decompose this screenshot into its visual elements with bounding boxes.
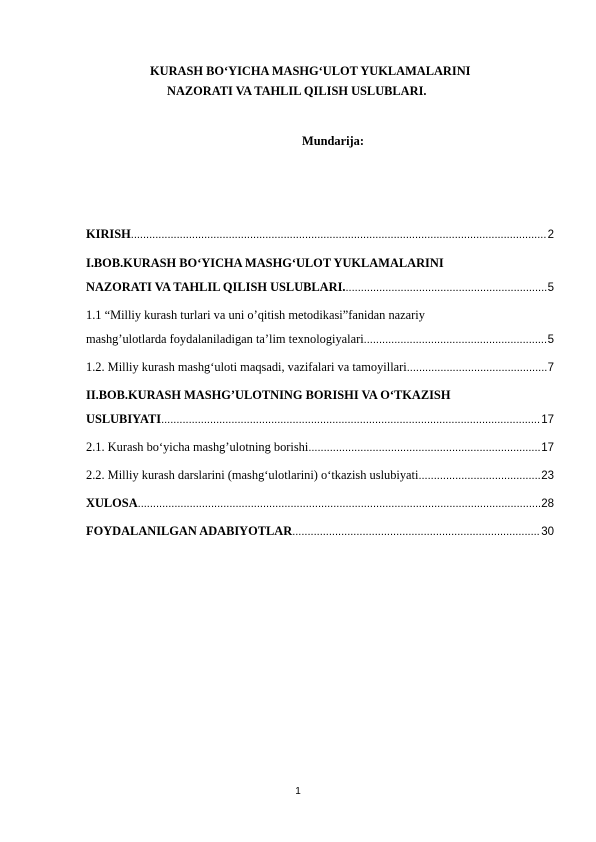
toc-entry-label: 2.2. Milliy kurash darslarini (mashg‘ulotlarini) o‘tkazish uslubiyati: [86, 468, 419, 482]
document-title-line-1: KURASH BO‘YICHA MASHG‘ULOT YUKLAMALARINI: [150, 64, 471, 78]
toc-leader-dots: [407, 360, 547, 376]
toc-entry-label: FOYDALANILGAN ADABIYOTLAR: [86, 524, 293, 538]
toc-entry-label-line-1: I.BOB.KURASH BO‘YICHA MASHG‘ULOT YUKLAMALARINI: [86, 256, 444, 270]
toc-leader-dots: [138, 496, 541, 512]
toc-entry-section-2-1[interactable]: [86, 439, 554, 456]
toc-entry-label-line-2: mashg’ulotlarda foydalaniladigan ta’lim texnologiyalari: [86, 332, 364, 346]
toc-entry-label-line-1: 1.1 “Milliy kurash turlari va uni o’qitish metodikasi”fanidan nazariy: [86, 308, 425, 322]
toc-page-number: 2: [547, 229, 554, 241]
toc-entry-kirish[interactable]: [86, 226, 554, 243]
toc-leader-dots: [364, 332, 547, 348]
page-number: 1: [295, 786, 301, 797]
toc-entry-references[interactable]: [86, 523, 554, 540]
toc-page-number: 5: [547, 282, 554, 294]
toc-entry-label: 1.2. Milliy kurash mashg‘uloti maqsadi, vazifalari va tamoyillari: [86, 360, 407, 374]
toc-leader-dots: [308, 440, 540, 456]
toc-entry-label-line-2: USLUBIYATI: [86, 412, 162, 426]
toc-leader-dots: [131, 227, 547, 243]
toc-entry-label-line-1: II.BOB.KURASH MASHG’ULOTNING BORISHI VA O‘TKAZISH: [86, 388, 451, 402]
toc-entry-section-1-2[interactable]: [86, 359, 554, 376]
toc-leader-dots: [161, 412, 540, 428]
contents-heading: Mundarija:: [302, 134, 364, 148]
toc-page-number: 7: [547, 362, 554, 374]
toc-page-number: 23: [541, 470, 554, 482]
document-title-line-2: NAZORATI VA TAHLIL QILISH USLUBLARI.: [167, 84, 427, 98]
toc-leader-dots: [292, 524, 540, 540]
toc-entry-label: XULOSA: [86, 496, 138, 510]
toc-page-number: 5: [547, 334, 554, 346]
toc-entry-section-1-1[interactable]: [86, 307, 554, 348]
toc-entry-xulosa[interactable]: [86, 495, 554, 512]
toc-entry-section-2-2[interactable]: [86, 467, 554, 484]
toc-leader-dots: [418, 468, 540, 484]
toc-page-number: 28: [541, 498, 554, 510]
toc-page-number: 17: [541, 442, 554, 454]
toc-entry-chapter-1[interactable]: [86, 255, 554, 296]
toc-entry-label: 2.1. Kurash bo‘yicha mashg’ulotning borishi: [86, 440, 309, 454]
table-of-contents: [86, 226, 554, 540]
toc-leader-dots: [346, 280, 547, 296]
toc-page-number: 17: [541, 414, 554, 426]
toc-entry-label-line-2: NAZORATI VA TAHLIL QILISH USLUBLARI.: [86, 280, 346, 294]
toc-entry-chapter-2[interactable]: [86, 387, 554, 428]
toc-page-number: 30: [541, 526, 554, 538]
toc-entry-label: KIRISH: [86, 227, 131, 241]
